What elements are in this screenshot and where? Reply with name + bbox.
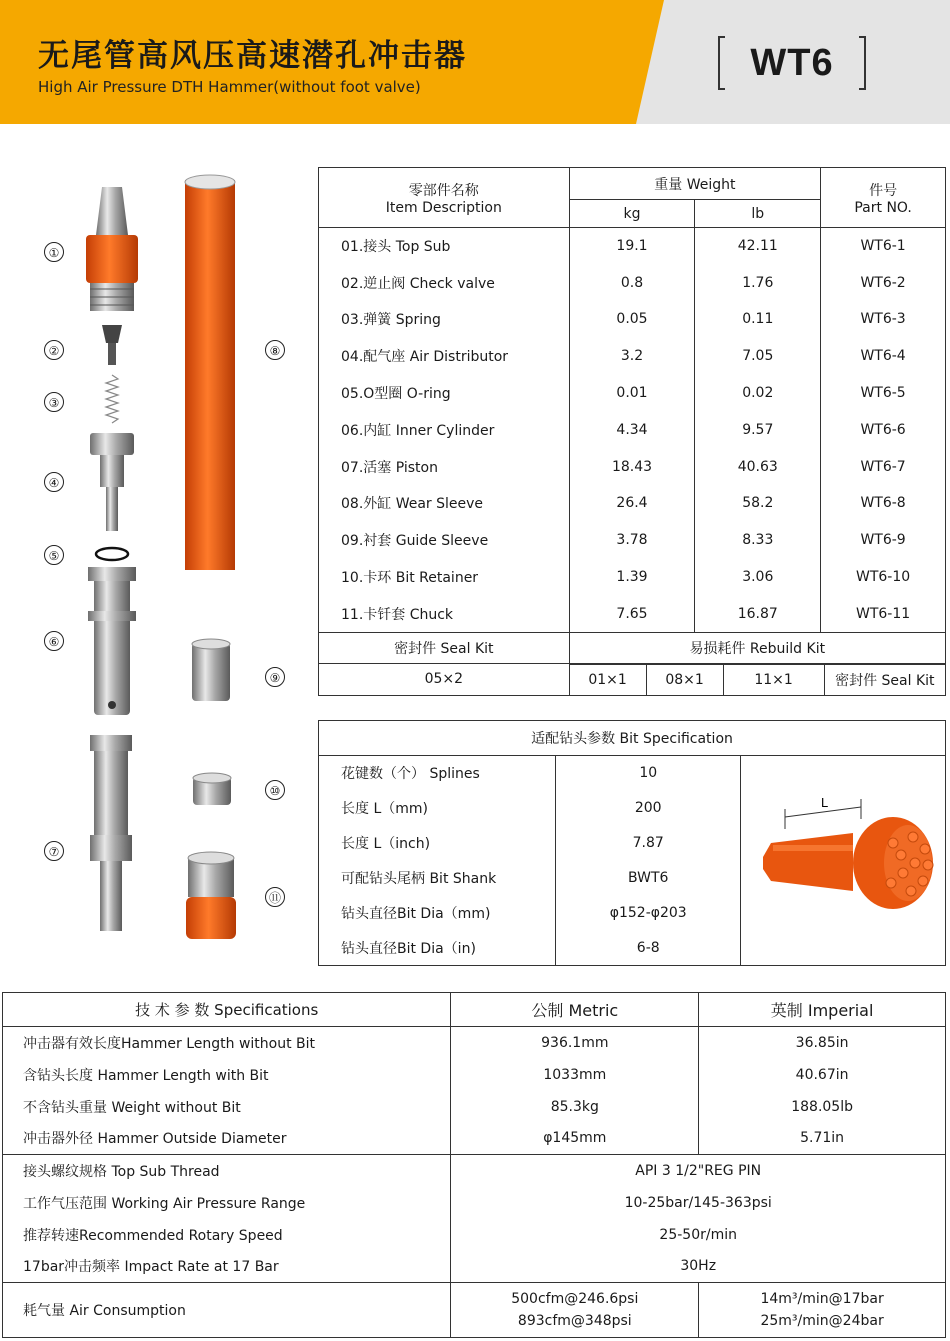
air-consumption-label: 耗气量 Air Consumption (3, 1283, 451, 1338)
parts-kg: 7.65 (569, 595, 695, 632)
callout-8: ⑧ (265, 340, 285, 360)
kit-item-4: 密封件 Seal Kit (824, 664, 945, 695)
parts-lb: 9.57 (695, 411, 821, 448)
parts-lb: 1.76 (695, 264, 821, 301)
bit-value: 6-8 (556, 931, 741, 966)
bit-value: φ152-φ203 (556, 896, 741, 931)
callout-10: ⑩ (265, 780, 285, 800)
bit-value: 200 (556, 791, 741, 826)
bit-spec-table (318, 720, 946, 966)
page-title: 无尾管高风压高速潜孔冲击器 (38, 38, 467, 74)
parts-no: WT6-7 (821, 448, 946, 485)
header-part-cn: 件号 (869, 182, 898, 199)
spec-value: 30Hz (451, 1251, 946, 1283)
parts-desc: 08.外缸 Wear Sleeve (341, 496, 484, 513)
air-metric-2: 893cfm@348psi (517, 1313, 632, 1329)
spec-row (3, 1123, 946, 1155)
model-number: WT6 (750, 42, 834, 84)
bit-label: 花键数（个） Splines (341, 766, 480, 783)
callout-2: ② (44, 340, 64, 360)
spec-imperial: 188.05lb (699, 1091, 946, 1123)
parts-kg: 0.01 (569, 375, 695, 412)
spec-value: API 3 1/2"REG PIN (451, 1155, 946, 1187)
spec-label: 工作气压范围 Working Air Pressure Range (23, 1195, 306, 1212)
seal-kit-label: 密封件 Seal Kit (319, 632, 570, 663)
kit-item-1: 01×1 (570, 664, 647, 695)
spec-header-label: 技 术 参 数 Specifications (3, 993, 451, 1027)
chuck-part (186, 852, 236, 939)
parts-desc: 06.内缸 Inner Cylinder (341, 422, 495, 439)
header-desc-en: Item Description (385, 199, 502, 216)
spec-metric: 936.1mm (451, 1027, 699, 1059)
parts-desc: 09.衬套 Guide Sleeve (341, 533, 489, 550)
spring-part (106, 375, 118, 423)
spec-imperial: 36.85in (699, 1027, 946, 1059)
model-badge (718, 36, 866, 90)
bit-value: BWT6 (556, 861, 741, 896)
parts-desc: 10.卡环 Bit Retainer (341, 570, 479, 587)
parts-lb: 8.33 (695, 522, 821, 559)
bit-label: 钻头直径Bit Dia（in) (341, 940, 476, 957)
spec-imperial: 40.67in (699, 1059, 946, 1091)
spec-label: 接头螺纹规格 Top Sub Thread (3, 1155, 451, 1187)
spec-header-metric: 公制 Metric (451, 993, 699, 1027)
parts-table (318, 167, 946, 696)
bit-spec-title: 适配钻头参数 Bit Specification (319, 721, 946, 756)
spec-label: 17bar冲击频率 Impact Rate at 17 Bar (23, 1259, 279, 1276)
bit-value: 10 (556, 756, 741, 791)
parts-row (319, 264, 946, 301)
col-header-part (821, 168, 946, 228)
parts-desc: 07.活塞 Piston (341, 459, 438, 476)
bit-label: 长度 L（inch) (341, 836, 431, 852)
header-part-en: Part NO. (854, 199, 912, 216)
parts-kg: 3.78 (569, 522, 695, 559)
callout-5: ⑤ (44, 545, 64, 565)
spec-row (3, 1219, 946, 1251)
bit-label: 钻头直径Bit Dia（mm) (341, 906, 491, 922)
spec-row (3, 1155, 946, 1187)
wear-sleeve-part (185, 175, 235, 570)
parts-desc: 01.接头 Top Sub (341, 239, 451, 256)
drill-bit-illustration (741, 756, 946, 966)
col-header-lb: lb (695, 200, 821, 228)
parts-row (319, 448, 946, 485)
parts-no: WT6-11 (821, 595, 946, 632)
dimension-label: L (821, 794, 829, 810)
parts-lb: 3.06 (695, 559, 821, 596)
air-consumption-metric (451, 1283, 699, 1338)
rebuild-kit-cells (569, 663, 945, 695)
parts-desc: 02.逆止阀 Check valve (341, 275, 495, 292)
air-consumption-imperial (699, 1283, 946, 1338)
spec-metric: 85.3kg (451, 1091, 699, 1123)
col-header-weight: 重量 Weight (569, 168, 821, 200)
parts-lb: 40.63 (695, 448, 821, 485)
spec-row (3, 1251, 946, 1283)
spec-row (3, 1187, 946, 1219)
seal-kit-qty: 05×2 (319, 663, 570, 695)
parts-row (319, 411, 946, 448)
piston-part (90, 735, 132, 931)
callout-7: ⑦ (44, 841, 64, 861)
header-banner (0, 0, 950, 124)
parts-kg: 0.05 (569, 301, 695, 338)
page-subtitle: High Air Pressure DTH Hammer(without foot valve) (38, 78, 421, 96)
parts-no: WT6-1 (821, 228, 946, 265)
parts-row (319, 485, 946, 522)
kit-item-2: 08×1 (646, 664, 723, 695)
parts-kg: 19.1 (569, 228, 695, 265)
parts-no: WT6-9 (821, 522, 946, 559)
parts-row (319, 522, 946, 559)
parts-lb: 0.02 (695, 375, 821, 412)
air-distributor-part (90, 433, 134, 531)
callout-1: ① (44, 242, 64, 262)
spec-value: 10-25bar/145-363psi (451, 1187, 946, 1219)
parts-row (319, 228, 946, 265)
parts-kg: 3.2 (569, 338, 695, 375)
o-ring-part (96, 548, 128, 560)
callout-9: ⑨ (265, 667, 285, 687)
spec-row (3, 1027, 946, 1059)
spec-row (3, 1059, 946, 1091)
parts-no: WT6-8 (821, 485, 946, 522)
air-imperial-2: 25m³/min@24bar (760, 1313, 884, 1329)
air-metric-1: 500cfm@246.6psi (511, 1291, 639, 1307)
spec-metric: 1033mm (451, 1059, 699, 1091)
parts-row (319, 338, 946, 375)
col-header-kg: kg (569, 200, 695, 228)
parts-lb: 42.11 (695, 228, 821, 265)
specifications-table (2, 992, 946, 1338)
exploded-view (30, 165, 300, 945)
parts-no: WT6-6 (821, 411, 946, 448)
parts-lb: 16.87 (695, 595, 821, 632)
spec-header-imperial: 英制 Imperial (699, 993, 946, 1027)
guide-sleeve-part (192, 639, 230, 701)
parts-no: WT6-4 (821, 338, 946, 375)
parts-row (319, 559, 946, 596)
callout-4: ④ (44, 472, 64, 492)
parts-lb: 7.05 (695, 338, 821, 375)
callout-11: ⑪ (265, 887, 285, 907)
header-desc-cn: 零部件名称 (408, 182, 479, 199)
bit-value: 7.87 (556, 826, 741, 861)
parts-kg: 0.8 (569, 264, 695, 301)
rebuild-kit-label: 易损耗件 Rebuild Kit (569, 632, 945, 663)
parts-desc: 05.O型圈 O-ring (341, 386, 451, 403)
spec-label: 冲击器有效长度Hammer Length without Bit (23, 1035, 316, 1052)
parts-no: WT6-2 (821, 264, 946, 301)
callout-6: ⑥ (44, 631, 64, 651)
inner-cylinder-part (88, 567, 136, 715)
col-header-description (319, 168, 570, 228)
spec-label: 推荐转速Recommended Rotary Speed (23, 1227, 283, 1244)
spec-metric: φ145mm (451, 1123, 699, 1155)
parts-desc: 04.配气座 Air Distributor (341, 349, 509, 366)
callout-3: ③ (44, 392, 64, 412)
parts-kg: 26.4 (569, 485, 695, 522)
parts-lb: 58.2 (695, 485, 821, 522)
parts-kg: 18.43 (569, 448, 695, 485)
air-imperial-1: 14m³/min@17bar (760, 1291, 884, 1307)
parts-no: WT6-3 (821, 301, 946, 338)
spec-label: 不含钻头重量 Weight without Bit (23, 1099, 241, 1116)
bit-label: 可配钻头尾柄 Bit Shank (341, 871, 497, 887)
spec-label: 冲击器外径 Hammer Outside Diameter (23, 1131, 287, 1148)
spec-row (3, 1091, 946, 1123)
kit-item-3: 11×1 (723, 664, 824, 695)
spec-imperial: 5.71in (699, 1123, 946, 1155)
bit-row (319, 756, 946, 791)
parts-row (319, 375, 946, 412)
parts-no: WT6-10 (821, 559, 946, 596)
bit-label: 长度 L（mm) (341, 801, 428, 817)
spec-label: 含钻头长度 Hammer Length with Bit (23, 1067, 269, 1084)
parts-row (319, 301, 946, 338)
parts-desc: 03.弹簧 Spring (341, 312, 441, 329)
parts-desc: 11.卡钎套 Chuck (341, 606, 454, 623)
exploded-drawing (30, 165, 300, 945)
check-valve-part (102, 325, 122, 365)
parts-lb: 0.11 (695, 301, 821, 338)
parts-row (319, 595, 946, 632)
parts-kg: 1.39 (569, 559, 695, 596)
spec-value: 25-50r/min (451, 1219, 946, 1251)
parts-kg: 4.34 (569, 411, 695, 448)
bit-retainer-part (193, 773, 231, 805)
top-sub-part (86, 187, 138, 311)
parts-no: WT6-5 (821, 375, 946, 412)
